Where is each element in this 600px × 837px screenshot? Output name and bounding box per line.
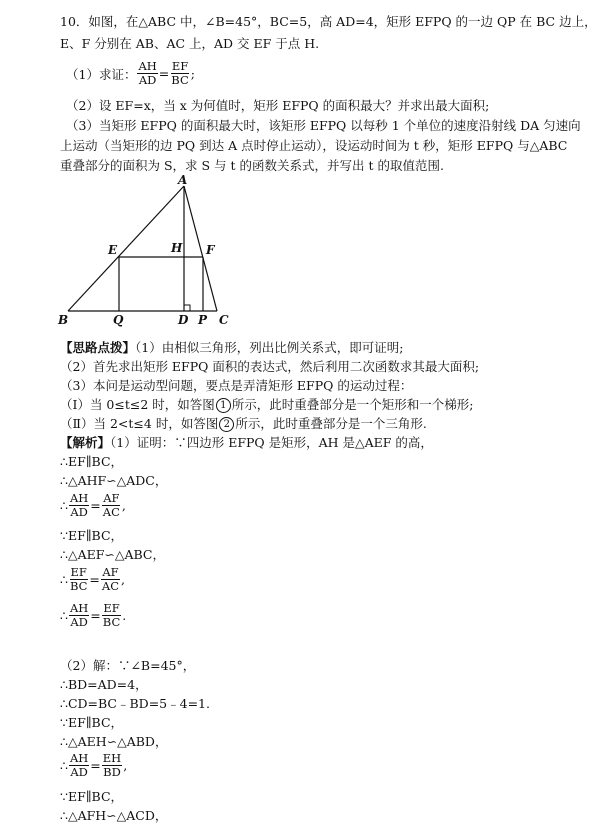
f3-num-2: EF bbox=[103, 601, 120, 615]
f3-den-2: BC bbox=[102, 615, 121, 629]
problem-line-1: 10．如图，在△ABC 中，∠B=45°，BC=5，高 AD=4，矩形 EFPQ 的一边 QP 在 BC 边上， bbox=[60, 14, 597, 29]
solution-line-1 bbox=[60, 435, 433, 451]
solution-1: （1）证明：∵四边形 EFPQ 是矩形，AH 是△AEF 的高， bbox=[110, 435, 433, 450]
f2-num-2: AF bbox=[102, 565, 119, 579]
label-q: Q bbox=[113, 313, 124, 327]
label-b: B bbox=[58, 313, 69, 327]
part2-line-6: ∵EF∥BC， bbox=[60, 789, 124, 804]
part2-line-1: （2）解：∵∠B=45°， bbox=[60, 658, 196, 673]
f4-fraction-2 bbox=[102, 752, 122, 779]
f3-den-1: AD bbox=[70, 615, 88, 629]
fraction-line-3 bbox=[60, 602, 126, 629]
f1-post: , bbox=[121, 498, 126, 513]
q1-prefix: （1）求证： bbox=[66, 66, 137, 82]
label-f: F bbox=[206, 243, 215, 257]
label-p: P bbox=[198, 313, 208, 327]
label-a: A bbox=[178, 173, 188, 187]
part2-line-2: ∴BD=AD=4， bbox=[60, 677, 148, 692]
f3-num-1: AH bbox=[69, 601, 89, 615]
q1-equals: = bbox=[158, 66, 170, 81]
figure-2-mark: 2 bbox=[219, 417, 234, 432]
q1-fraction-1 bbox=[137, 60, 157, 87]
f3-pre: ∴ bbox=[60, 608, 68, 623]
solution-3: ∴△AHF∽△ADC， bbox=[60, 473, 168, 488]
hint-3: （3）本问是运动型问题，要点是弄清矩形 EFPQ 的运动过程： bbox=[60, 378, 413, 393]
fraction-line-4 bbox=[60, 752, 127, 779]
part2-line-5: ∴△AEH∽△ABD， bbox=[60, 734, 168, 749]
f1-den-1: AD bbox=[70, 505, 88, 519]
f1-fraction-2 bbox=[102, 492, 121, 519]
hint-5-pre: （Ⅱ）当 2<t≤4 时，如答图 bbox=[60, 416, 219, 431]
f2-fraction-2 bbox=[101, 566, 120, 593]
q1-num-1: AH bbox=[138, 59, 157, 73]
solution-title: 【解析】 bbox=[60, 435, 111, 450]
f1-den-2: AC bbox=[102, 505, 120, 519]
hint-5-post: 所示，此时重叠部分是一个三角形. bbox=[235, 416, 427, 431]
solution-4: ∵EF∥BC， bbox=[60, 528, 124, 543]
q1-den-1: AD bbox=[138, 73, 157, 87]
hint-5 bbox=[60, 416, 427, 432]
question-3-line-1: （3）当矩形 EFPQ 的面积最大时，该矩形 EFPQ 以每秒 1 个单位的速度沿射线 DA 匀速向 bbox=[66, 118, 581, 133]
f4-eq: = bbox=[90, 758, 101, 773]
f4-num-1: AH bbox=[69, 751, 89, 765]
q1-num-2: EF bbox=[171, 59, 189, 73]
f2-num-1: EF bbox=[70, 565, 87, 579]
f4-den-1: AD bbox=[70, 765, 88, 779]
solution-5: ∴△AEF∽△ABC， bbox=[60, 547, 165, 562]
f3-fraction-2 bbox=[102, 602, 121, 629]
solution-2: ∴EF∥BC， bbox=[60, 454, 124, 469]
f1-num-1: AH bbox=[69, 491, 89, 505]
question-3-line-3: 重叠部分的面积为 S，求 S 与 t 的函数关系式，并写出 t 的取值范围. bbox=[60, 158, 444, 173]
f4-den-2: BD bbox=[103, 765, 121, 779]
f2-eq: = bbox=[89, 572, 100, 587]
label-c: C bbox=[219, 313, 229, 327]
hint-4 bbox=[60, 397, 473, 413]
label-e: E bbox=[108, 243, 118, 257]
part2-line-4: ∵EF∥BC， bbox=[60, 715, 124, 730]
fraction-line-2 bbox=[60, 566, 125, 593]
f3-fraction-1 bbox=[69, 602, 89, 629]
question-2: （2）设 EF=x，当 x 为何值时，矩形 EFPQ 的面积最大？并求出最大面积; bbox=[66, 98, 490, 113]
hint-4-post: 所示，此时重叠部分是一个矩形和一个梯形; bbox=[231, 397, 474, 412]
hint-1: （1）由相似三角形，列出比例关系式，即可证明; bbox=[135, 340, 404, 355]
hint-title: 【思路点拨】 bbox=[60, 340, 136, 355]
part2-line-7: ∴△AFH∽△ACD， bbox=[60, 808, 168, 823]
fraction-line-1 bbox=[60, 492, 126, 519]
f1-fraction-1 bbox=[69, 492, 89, 519]
f2-fraction-1 bbox=[69, 566, 88, 593]
hint-line-1 bbox=[60, 340, 403, 356]
f3-eq: = bbox=[90, 608, 101, 623]
f4-pre: ∴ bbox=[60, 758, 68, 773]
q1-den-2: BC bbox=[171, 73, 189, 87]
figure-1-mark: 1 bbox=[216, 398, 231, 413]
part2-line-3: ∴CD=BC﹣BD=5﹣4=1. bbox=[60, 696, 210, 711]
q1-suffix: ; bbox=[190, 66, 195, 81]
side-ab bbox=[68, 186, 184, 311]
f4-num-2: EH bbox=[102, 751, 122, 765]
f4-post: , bbox=[123, 758, 128, 773]
f2-post: , bbox=[121, 572, 125, 587]
f1-pre: ∴ bbox=[60, 498, 68, 513]
label-h: H bbox=[171, 241, 183, 255]
q1-fraction-2 bbox=[170, 60, 189, 87]
right-angle-mark bbox=[184, 305, 190, 311]
f3-post: . bbox=[122, 608, 127, 623]
f2-pre: ∴ bbox=[60, 572, 68, 587]
f4-fraction-1 bbox=[69, 752, 89, 779]
question-1 bbox=[66, 60, 195, 87]
f2-den-1: BC bbox=[69, 579, 88, 593]
hint-4-pre: （Ⅰ）当 0≤t≤2 时，如答图 bbox=[60, 397, 215, 412]
triangle-figure bbox=[50, 172, 250, 332]
f1-num-2: AF bbox=[103, 491, 120, 505]
f2-den-2: AC bbox=[101, 579, 120, 593]
hint-2: （2）首先求出矩形 EFPQ 面积的表达式，然后利用二次函数求其最大面积; bbox=[60, 359, 480, 374]
question-3-line-2: 上运动（当矩形的边 PQ 到达 A 点时停止运动），设运动时间为 t 秒，矩形 EFPQ 与△ABC bbox=[60, 138, 568, 153]
label-d: D bbox=[178, 313, 189, 327]
f1-eq: = bbox=[90, 498, 101, 513]
problem-line-2: E、F 分别在 AB、AC 上，AD 交 EF 于点 H. bbox=[60, 36, 320, 51]
